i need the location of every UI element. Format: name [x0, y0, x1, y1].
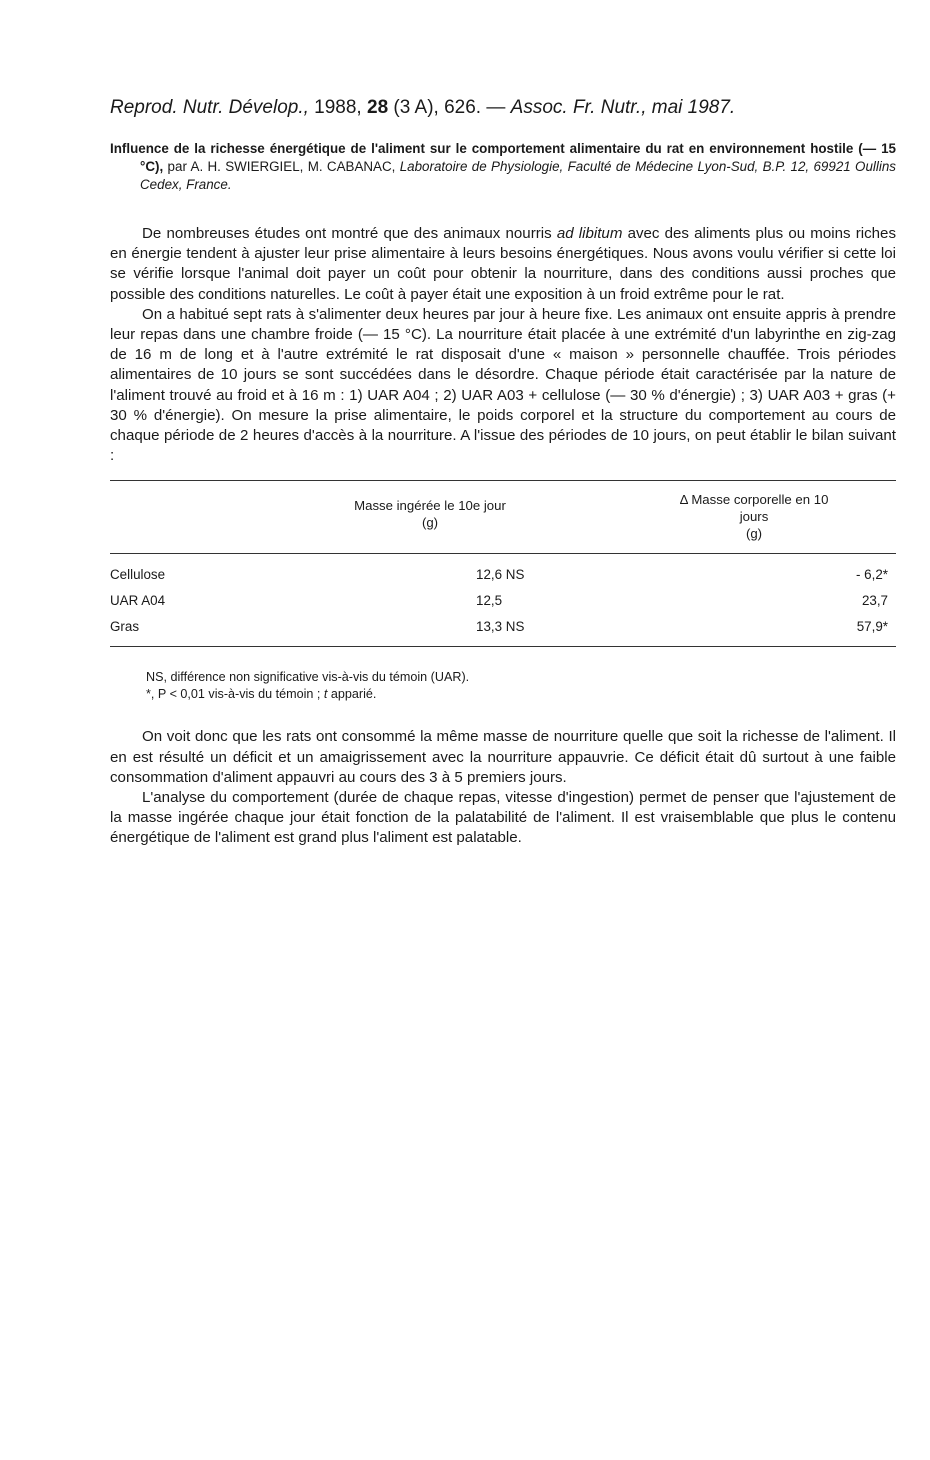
- table-row: [110, 588, 896, 614]
- note-significance-italic: t: [323, 687, 328, 702]
- row-mass: 12,5: [476, 593, 503, 609]
- table-body: [110, 554, 896, 646]
- row-mass: 13,3 NS: [476, 619, 525, 635]
- header-delta-mass: [554, 491, 896, 553]
- body-section-2: [110, 727, 896, 848]
- paragraph-4: L'analyse du comportement (durée de chaque repas, vitesse d'ingestion) permet de penser que l'ajustement de la masse ingérée chaque jour était fonction de la palatabilité de l'aliment. Il est vraisemblable que plus le contenu énergétique de l'aliment est grand plus l'aliment est palatable.: [110, 789, 896, 847]
- meeting-name: Assoc. Fr. Nutr., mai 1987.: [510, 97, 736, 118]
- paragraph-2: On a habitué sept rats à s'alimenter deux heures par jour à heure fixe. Les animaux ont ensuite appris à prendre leur repas dans une chambre froide (— 15 °C). La nourriture était placée à une extrémité d'un labyrinthe en zig-zag de 16 m de long et à l'autre extrémité le rat disposait d'une « maison » personnelle chauffée. Trois périodes alimentaires de 10 jours se sont succédées dans le désordre. Chaque période était caractérisée par la nature de l'aliment trouvé au froid et à 16 m : 1) UAR A04 ; 2) UAR A03 + cellulose (— 30 % d'énergie) ; 3) UAR A03 + gras (+ 30 % d'énergie). On mesure la prise alimentaire, le poids corporel et la structure du comportement au cours de chaque période de 2 heures d'accès à la nourriture. A l'issue des périodes de 10 jours, on peut établir le bilan suivant :: [110, 305, 896, 465]
- article-title: Influence de la richesse énergétique de l'aliment sur le comportement alimentaire du rat en environnement hostile (— 15 °C),: [110, 141, 896, 174]
- paragraph-3: On voit donc que les rats ont consommé la même masse de nourriture quelle que soit la richesse de l'aliment. Il en est résulté un déficit et un amaigrissement avec la nourriture appauvrie. Ce déficit était dû surtout à une faible consommation d'aliment appauvri au cours des 3 à 5 premiers jours.: [110, 728, 896, 786]
- table-header: [110, 481, 896, 553]
- header-mass-unit: (g): [421, 515, 439, 531]
- journal-name: Reprod. Nutr. Dévelop.,: [110, 97, 309, 118]
- header-mass-text: Masse ingérée le 10e jour: [354, 498, 506, 514]
- row-delta: 57,9*: [856, 619, 888, 635]
- paragraph-1-text-b: avec des aliments plus ou moins riches en énergie tendent à ajuster leur prise alimentaire à leurs besoins énergétiques. Nous avons voulu vérifier si cette loi se vérifie lorsque l'animal doit payer un coût pour obtenir la nourriture, dans des conditions aussi proches que possible des conditions naturelles. Le coût à payer était une exposition à un froid extrême pour le rat.: [110, 225, 896, 303]
- header-delta-unit: (g): [745, 526, 763, 542]
- row-mass: 12,6 NS: [476, 567, 525, 583]
- header-mass-line1: [306, 497, 554, 514]
- header-mass-ingested: [306, 491, 554, 553]
- row-delta: - 6,2*: [855, 567, 888, 583]
- article-authors: par A. H. SWIERGIEL, M. CABANAC,: [163, 159, 400, 174]
- row-label: Gras: [110, 619, 140, 635]
- journal-year: 1988,: [308, 97, 367, 118]
- row-label: UAR A04: [110, 593, 166, 609]
- journal-citation: [110, 96, 896, 120]
- article-affiliation: Laboratoire de Physiologie, Faculté de Médecine Lyon-Sud, B.P. 12, 69921 Oullins Cedex, France.: [140, 159, 896, 192]
- table-row: [110, 614, 896, 640]
- header-delta-line1: Δ Masse corporelle en 10: [679, 492, 829, 508]
- paper-page: [110, 96, 896, 849]
- table-notes: [110, 669, 896, 703]
- row-label: Cellulose: [110, 567, 166, 583]
- header-empty-cell: [110, 491, 306, 553]
- note-significance-text-b: apparié.: [327, 687, 377, 702]
- note-ns: NS, différence non significative vis-à-vis du témoin (UAR).: [146, 670, 470, 685]
- journal-issue-pages: (3 A), 626. —: [388, 97, 511, 118]
- table-bottom-rule: [110, 646, 896, 647]
- note-significance-text-a: *, P < 0,01 vis-à-vis du témoin ;: [146, 687, 324, 702]
- body-section-1: [110, 224, 896, 466]
- article-heading: [110, 140, 896, 194]
- journal-volume: 28: [367, 97, 389, 118]
- header-delta-line2: jours: [739, 509, 769, 525]
- paragraph-1-text-a: De nombreuses études ont montré que des animaux nourris: [142, 225, 557, 242]
- table-row: [110, 562, 896, 588]
- results-table: [110, 480, 896, 647]
- paragraph-1: [110, 224, 896, 305]
- note-significance: [146, 686, 896, 703]
- paragraph-1-italic: ad libitum: [556, 225, 623, 242]
- row-delta: 23,7: [861, 593, 888, 609]
